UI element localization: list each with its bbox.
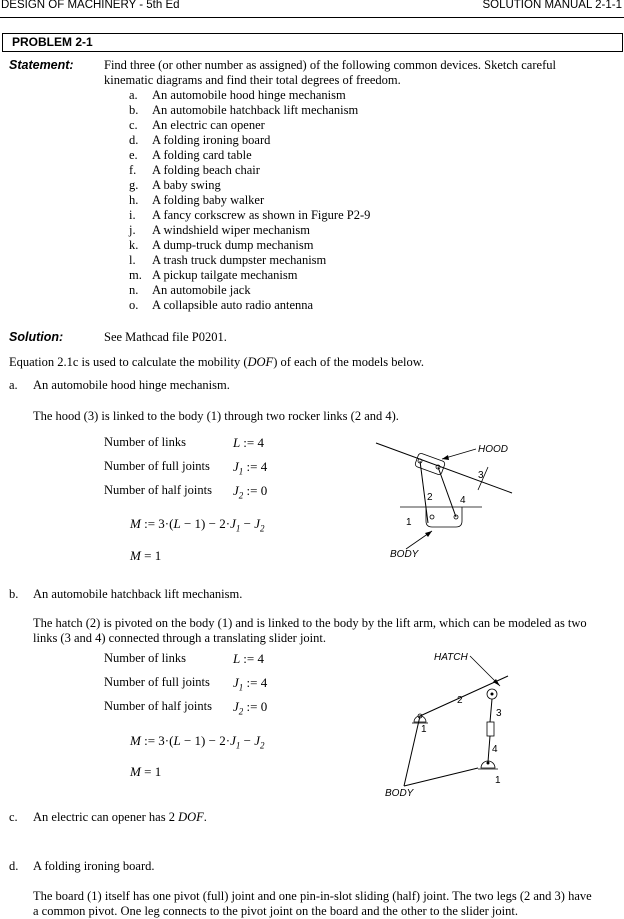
part-b-full-joints-subscript: 1 [238, 682, 244, 693]
list-item-letter: b. [129, 103, 139, 117]
part-a-half-joints-subscript: 2 [238, 490, 244, 501]
part-a-half-joints-symbol: J [233, 483, 239, 498]
links-symbol: L [173, 733, 181, 748]
full-joints-symbol: J [230, 516, 236, 531]
link-1-label-left: 1 [421, 724, 427, 735]
half-joints-symbol: J [254, 516, 260, 531]
statement-line-2: kinematic diagrams and find their total degrees of freedom. [104, 73, 401, 87]
list-item-letter: n. [129, 283, 139, 297]
part-c-letter: c. [9, 810, 18, 824]
list-item-text: A dump-truck dump mechanism [152, 238, 314, 252]
pivot [491, 693, 494, 696]
list-item-letter: j. [129, 223, 136, 237]
list-item-text: A baby swing [152, 178, 221, 192]
link-4-label: 4 [460, 495, 466, 506]
part-a-links-value: 4 [257, 435, 264, 450]
list-item-text: A fancy corkscrew as shown in Figure P2-9 [152, 208, 371, 222]
statement-label: Statement: [9, 58, 74, 72]
link-2-label: 2 [457, 695, 463, 706]
statement-line-1: Find three (or other number as assigned) of the following common devices. Sketch careful [104, 58, 556, 72]
list-item-letter: m. [129, 268, 142, 282]
part-a-half-joints-eq [233, 483, 267, 501]
link-3-label: 3 [496, 708, 502, 719]
list-item-text: An electric can opener [152, 118, 265, 132]
part-c-text [33, 810, 207, 825]
part-a-result-value: 1 [154, 548, 162, 563]
hood-label: HOOD [478, 444, 508, 455]
coefficient: 3 [158, 516, 165, 531]
part-b-half-joints-value: 0 [260, 699, 268, 714]
part-b-description-1: The hatch (2) is pivoted on the body (1) and is linked to the body by the lift arm, which can be modeled as two [33, 616, 587, 630]
equation-intro-dof: DOF [247, 355, 274, 369]
link-3-label: 3 [478, 470, 484, 481]
coefficient: 2 [219, 733, 226, 748]
equals-operator: = [144, 548, 152, 563]
operator: ·( [164, 516, 174, 531]
half-joints-symbol: J [254, 733, 260, 748]
part-a-description: The hood (3) is linked to the body (1) through two rocker links (2 and 4). [33, 409, 399, 423]
part-a-links-symbol: L [233, 435, 240, 450]
operator: ) − [201, 733, 220, 748]
link-4-label: 4 [492, 744, 498, 755]
part-a-letter: a. [9, 378, 18, 392]
body-bracket [426, 507, 462, 527]
list-item-letter: h. [129, 193, 139, 207]
part-a-mobility-result [130, 548, 161, 564]
part-b-links-symbol: L [233, 651, 240, 666]
assign-operator: := [246, 675, 258, 690]
assign-operator: := [243, 435, 255, 450]
part-d-letter: d. [9, 859, 19, 873]
equation-intro-part-1: Equation 2.1c is used to calculate the mobility ( [9, 355, 248, 369]
hood-hinge-figure [370, 435, 520, 565]
constant: 1 [194, 733, 202, 748]
hood-bracket [414, 453, 445, 476]
equation-intro [9, 355, 424, 370]
mobility-symbol: M [130, 548, 141, 563]
list-item-letter: l. [129, 253, 136, 267]
part-b-mobility-equation [130, 733, 264, 751]
assign-operator: := [140, 516, 159, 531]
list-item-letter: f. [129, 163, 137, 177]
arrowhead [442, 455, 449, 460]
coefficient: 3 [158, 733, 165, 748]
full-joints-symbol: J [230, 733, 236, 748]
part-b-links-eq [233, 651, 264, 667]
part-b-half-joints-subscript: 2 [238, 706, 244, 717]
part-a-links-eq [233, 435, 264, 451]
part-b-full-joints-value: 4 [260, 675, 268, 690]
list-item-text: A windshield wiper mechanism [152, 223, 310, 237]
pivot [487, 762, 490, 765]
full-joints-symbol-subscript: 1 [235, 740, 241, 751]
hatchback-figure [380, 646, 530, 802]
list-item-letter: a. [129, 88, 138, 102]
list-item-letter: i. [129, 208, 136, 222]
problem-title: PROBLEM 2-1 [12, 35, 93, 49]
part-a-full-joints-eq [233, 459, 267, 477]
part-b-links-label: Number of links [104, 651, 186, 665]
equation-intro-part-2: ) of each of the models below. [273, 355, 425, 369]
link-4 [488, 736, 490, 762]
list-item-text: A folding ironing board [152, 133, 271, 147]
problem-title-box [2, 33, 623, 52]
list-item-text: A folding card table [152, 148, 252, 162]
assign-operator: := [246, 459, 258, 474]
link-2-label: 2 [427, 492, 433, 503]
half-joints-symbol-subscript: 2 [259, 740, 265, 751]
part-a-half-joints-value: 0 [260, 483, 268, 498]
link-1-label: 1 [406, 517, 412, 528]
part-c-dof: DOF [178, 810, 204, 824]
pivot [430, 515, 434, 519]
list-item-text: A folding baby walker [152, 193, 265, 207]
part-c-text-part-2: . [203, 810, 207, 824]
list-item-letter: k. [129, 238, 139, 252]
operator: · [225, 733, 231, 748]
hatch-label: HATCH [434, 652, 468, 663]
list-item-text: A trash truck dumpster mechanism [152, 253, 327, 267]
assign-operator: := [243, 651, 255, 666]
part-b-result-value: 1 [154, 764, 162, 779]
operator: · [225, 516, 231, 531]
part-b-half-joints-eq [233, 699, 267, 717]
part-b-mobility-result [130, 764, 161, 780]
assign-operator: := [140, 733, 159, 748]
assign-operator: := [246, 483, 258, 498]
operator: − [240, 516, 255, 531]
mobility-symbol: M [130, 516, 141, 531]
operator: − [240, 733, 255, 748]
part-a-title: An automobile hood hinge mechanism. [33, 378, 230, 392]
list-item-letter: g. [129, 178, 139, 192]
list-item-letter: o. [129, 298, 139, 312]
part-d-title: A folding ironing board. [33, 859, 155, 873]
part-a-links-label: Number of links [104, 435, 186, 449]
list-item-text: A pickup tailgate mechanism [152, 268, 298, 282]
equals-operator: = [144, 764, 152, 779]
part-b-full-joints-label: Number of full joints [104, 675, 210, 689]
part-c-text-part-1: An electric can opener has 2 [33, 810, 179, 824]
part-a-full-joints-label: Number of full joints [104, 459, 210, 473]
part-a-full-joints-symbol: J [233, 459, 239, 474]
arrowhead [425, 531, 432, 537]
part-b-description-2: links (3 and 4) connected through a translating slider joint. [33, 631, 326, 645]
link-3 [490, 699, 492, 722]
part-b-half-joints-label: Number of half joints [104, 699, 212, 713]
part-b-half-joints-symbol: J [233, 699, 239, 714]
list-item-text: An automobile jack [152, 283, 251, 297]
part-d-description-1: The board (1) itself has one pivot (full) joint and one pin-in-slot sliding (half) joint. The two legs (2 and 3) have [33, 889, 592, 903]
part-b-links-value: 4 [257, 651, 264, 666]
mobility-symbol: M [130, 733, 141, 748]
operator: ) − [201, 516, 220, 531]
list-item-text: A collapsible auto radio antenna [152, 298, 314, 312]
body-line [404, 716, 420, 786]
operator: − [180, 733, 195, 748]
half-joints-symbol-subscript: 2 [259, 523, 265, 534]
part-b-letter: b. [9, 587, 19, 601]
part-b-full-joints-eq [233, 675, 267, 693]
list-item-text: A folding beach chair [152, 163, 260, 177]
list-item-letter: d. [129, 133, 139, 147]
body-line [404, 768, 478, 786]
part-d-description-2: a common pivot. One leg connects to the pivot joint on the board and the other to the slider joint. [33, 904, 518, 918]
constant: 1 [194, 516, 202, 531]
part-a-mobility-equation [130, 516, 264, 534]
list-item-text: An automobile hatchback lift mechanism [152, 103, 359, 117]
operator: ·( [164, 733, 174, 748]
body-label: BODY [390, 549, 419, 560]
solution-label: Solution: [9, 330, 64, 344]
part-b-full-joints-symbol: J [233, 675, 239, 690]
part-a-half-joints-label: Number of half joints [104, 483, 212, 497]
body-label: BODY [385, 788, 414, 799]
coefficient: 2 [219, 516, 226, 531]
links-symbol: L [173, 516, 181, 531]
link-1-label-right: 1 [495, 775, 501, 786]
operator: − [180, 516, 195, 531]
slider-joint [487, 722, 494, 736]
full-joints-symbol-subscript: 1 [235, 523, 241, 534]
mobility-symbol: M [130, 764, 141, 779]
assign-operator: := [246, 699, 258, 714]
running-header-right: SOLUTION MANUAL 2-1-1 [482, 0, 622, 11]
list-item-text: An automobile hood hinge mechanism [152, 88, 346, 102]
part-a-full-joints-value: 4 [260, 459, 268, 474]
list-item-letter: c. [129, 118, 138, 132]
part-a-full-joints-subscript: 1 [238, 466, 244, 477]
running-header-left: DESIGN OF MACHINERY - 5th Ed [1, 0, 180, 11]
header-rule [0, 17, 624, 18]
solution-text: See Mathcad file P0201. [104, 330, 227, 344]
part-b-title: An automobile hatchback lift mechanism. [33, 587, 243, 601]
list-item-letter: e. [129, 148, 138, 162]
